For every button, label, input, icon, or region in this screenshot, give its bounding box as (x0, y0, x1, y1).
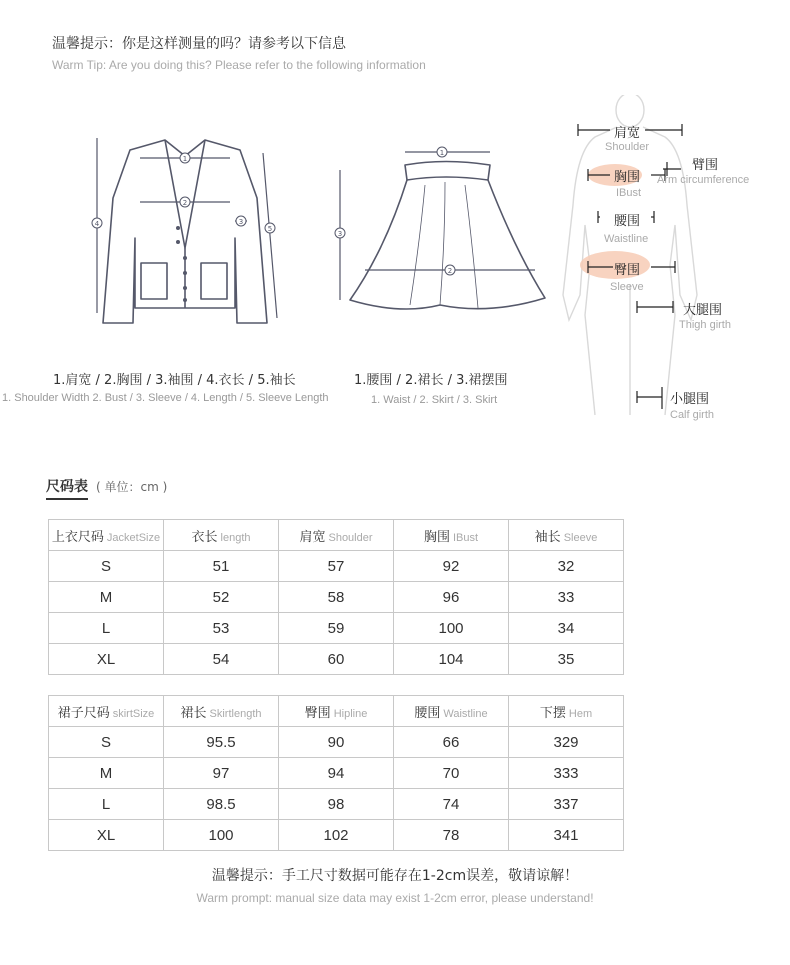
skirt-caption-en: 1. Waist / 2. Skirt / 3. Skirt (371, 394, 498, 406)
table-cell: L (49, 613, 164, 644)
table-header-cell: 肩宽 Shoulder (279, 520, 394, 551)
table-cell: 70 (394, 758, 509, 789)
table-header-cell: 腰围 Waistline (394, 696, 509, 727)
jacket-size-table (48, 519, 624, 675)
thigh-label: 大腿围 (683, 303, 723, 318)
table-cell: 74 (394, 789, 509, 820)
table-row (49, 644, 624, 675)
bust-label-en: IBust (616, 187, 642, 199)
table-cell: 92 (394, 551, 509, 582)
skirt-illustration (330, 140, 555, 315)
shoulder-label: 肩宽 (614, 126, 641, 141)
table-cell: 57 (279, 551, 394, 582)
calf-label-en: Calf girth (670, 409, 715, 421)
table-cell: 54 (164, 644, 279, 675)
skirt-marker-1: 1 (439, 149, 445, 157)
table-row (49, 582, 624, 613)
table-cell: L (49, 789, 164, 820)
hip-label: 臀围 (614, 263, 641, 278)
table-cell: 97 (164, 758, 279, 789)
table-cell: 58 (279, 582, 394, 613)
table-row (49, 758, 624, 789)
table-row (49, 613, 624, 644)
table-header-cell: 裙子尺码 skirtSize (49, 696, 164, 727)
skirt-marker-3: 3 (337, 230, 343, 238)
table-cell: 33 (509, 582, 624, 613)
table-cell: 34 (509, 613, 624, 644)
jacket-marker-2: 2 (182, 199, 188, 207)
table-cell: 90 (279, 727, 394, 758)
table-cell: M (49, 582, 164, 613)
arm-label: 臂围 (692, 158, 719, 173)
table-row (49, 789, 624, 820)
table-cell: 329 (509, 727, 624, 758)
table-cell: 53 (164, 613, 279, 644)
table-cell: 52 (164, 582, 279, 613)
table-cell: 337 (509, 789, 624, 820)
table-header-cell: 胸围 IBust (394, 520, 509, 551)
table-cell: 95.5 (164, 727, 279, 758)
table-cell: XL (49, 644, 164, 675)
skirt-caption: 1.腰围 / 2.裙长 / 3.裙摆围 (354, 373, 508, 388)
size-chart-title: 尺码表 (46, 476, 88, 500)
calf-label: 小腿围 (670, 392, 710, 407)
table-cell: 51 (164, 551, 279, 582)
bust-label: 胸围 (614, 170, 641, 185)
table-row (49, 820, 624, 851)
table-cell: S (49, 727, 164, 758)
jacket-marker-1: 1 (182, 155, 188, 163)
skirt-marker-2: 2 (447, 267, 453, 275)
jacket-illustration (85, 128, 285, 328)
table-row (49, 727, 624, 758)
jacket-marker-3: 3 (238, 218, 244, 226)
table-cell: 100 (164, 820, 279, 851)
table-cell: 100 (394, 613, 509, 644)
table-cell: 98 (279, 789, 394, 820)
table-header-cell: 下摆 Hem (509, 696, 624, 727)
table-cell: 66 (394, 727, 509, 758)
thigh-label-en: Thigh girth (679, 319, 731, 331)
jacket-caption: 1.肩宽 / 2.胸围 / 3.袖围 / 4.衣长 / 5.袖长 (53, 373, 296, 388)
footer-note: 温馨提示：手工尺寸数据可能存在1-2cm误差，敬请谅解！ (211, 868, 579, 884)
table-cell: 96 (394, 582, 509, 613)
table-cell: 333 (509, 758, 624, 789)
jacket-marker-5: 5 (267, 225, 273, 233)
tip-title: 温馨提示：你是这样测量的吗？请参考以下信息 (52, 36, 346, 52)
arm-label-en: Arm circumference (657, 174, 750, 186)
table-header-row (49, 696, 624, 727)
table-header-cell: 臀围 Hipline (279, 696, 394, 727)
hip-label-en: Sleeve (610, 281, 644, 293)
table-cell: 98.5 (164, 789, 279, 820)
table-cell: 102 (279, 820, 394, 851)
size-chart-unit: ( 单位：cm ) (96, 480, 168, 494)
table-cell: 60 (279, 644, 394, 675)
skirt-size-table (48, 695, 624, 851)
footer-note-en: Warm prompt: manual size data may exist 1-2cm error, please understand! (196, 891, 594, 905)
waist-label: 腰围 (614, 214, 641, 229)
jacket-caption-en: 1. Shoulder Width 2. Bust / 3. Sleeve / 4. Length / 5. Sleeve Length (2, 392, 329, 404)
tip-subtitle: Warm Tip: Are you doing this? Please refer to the following information (52, 58, 426, 72)
table-cell: M (49, 758, 164, 789)
table-header-cell: 袖长 Sleeve (509, 520, 624, 551)
table-cell: 78 (394, 820, 509, 851)
table-cell: XL (49, 820, 164, 851)
body-illustration (555, 95, 755, 425)
table-header-row (49, 520, 624, 551)
table-cell: 341 (509, 820, 624, 851)
jacket-marker-4: 4 (94, 220, 100, 228)
waist-label-en: Waistline (604, 233, 649, 245)
table-cell: 59 (279, 613, 394, 644)
table-cell: 32 (509, 551, 624, 582)
table-row (49, 551, 624, 582)
table-header-cell: 裙长 Skirtlength (164, 696, 279, 727)
table-header-cell: 上衣尺码 JacketSize (49, 520, 164, 551)
table-cell: S (49, 551, 164, 582)
shoulder-label-en: Shoulder (605, 141, 650, 153)
table-cell: 94 (279, 758, 394, 789)
table-header-cell: 衣长 length (164, 520, 279, 551)
table-cell: 35 (509, 644, 624, 675)
table-cell: 104 (394, 644, 509, 675)
